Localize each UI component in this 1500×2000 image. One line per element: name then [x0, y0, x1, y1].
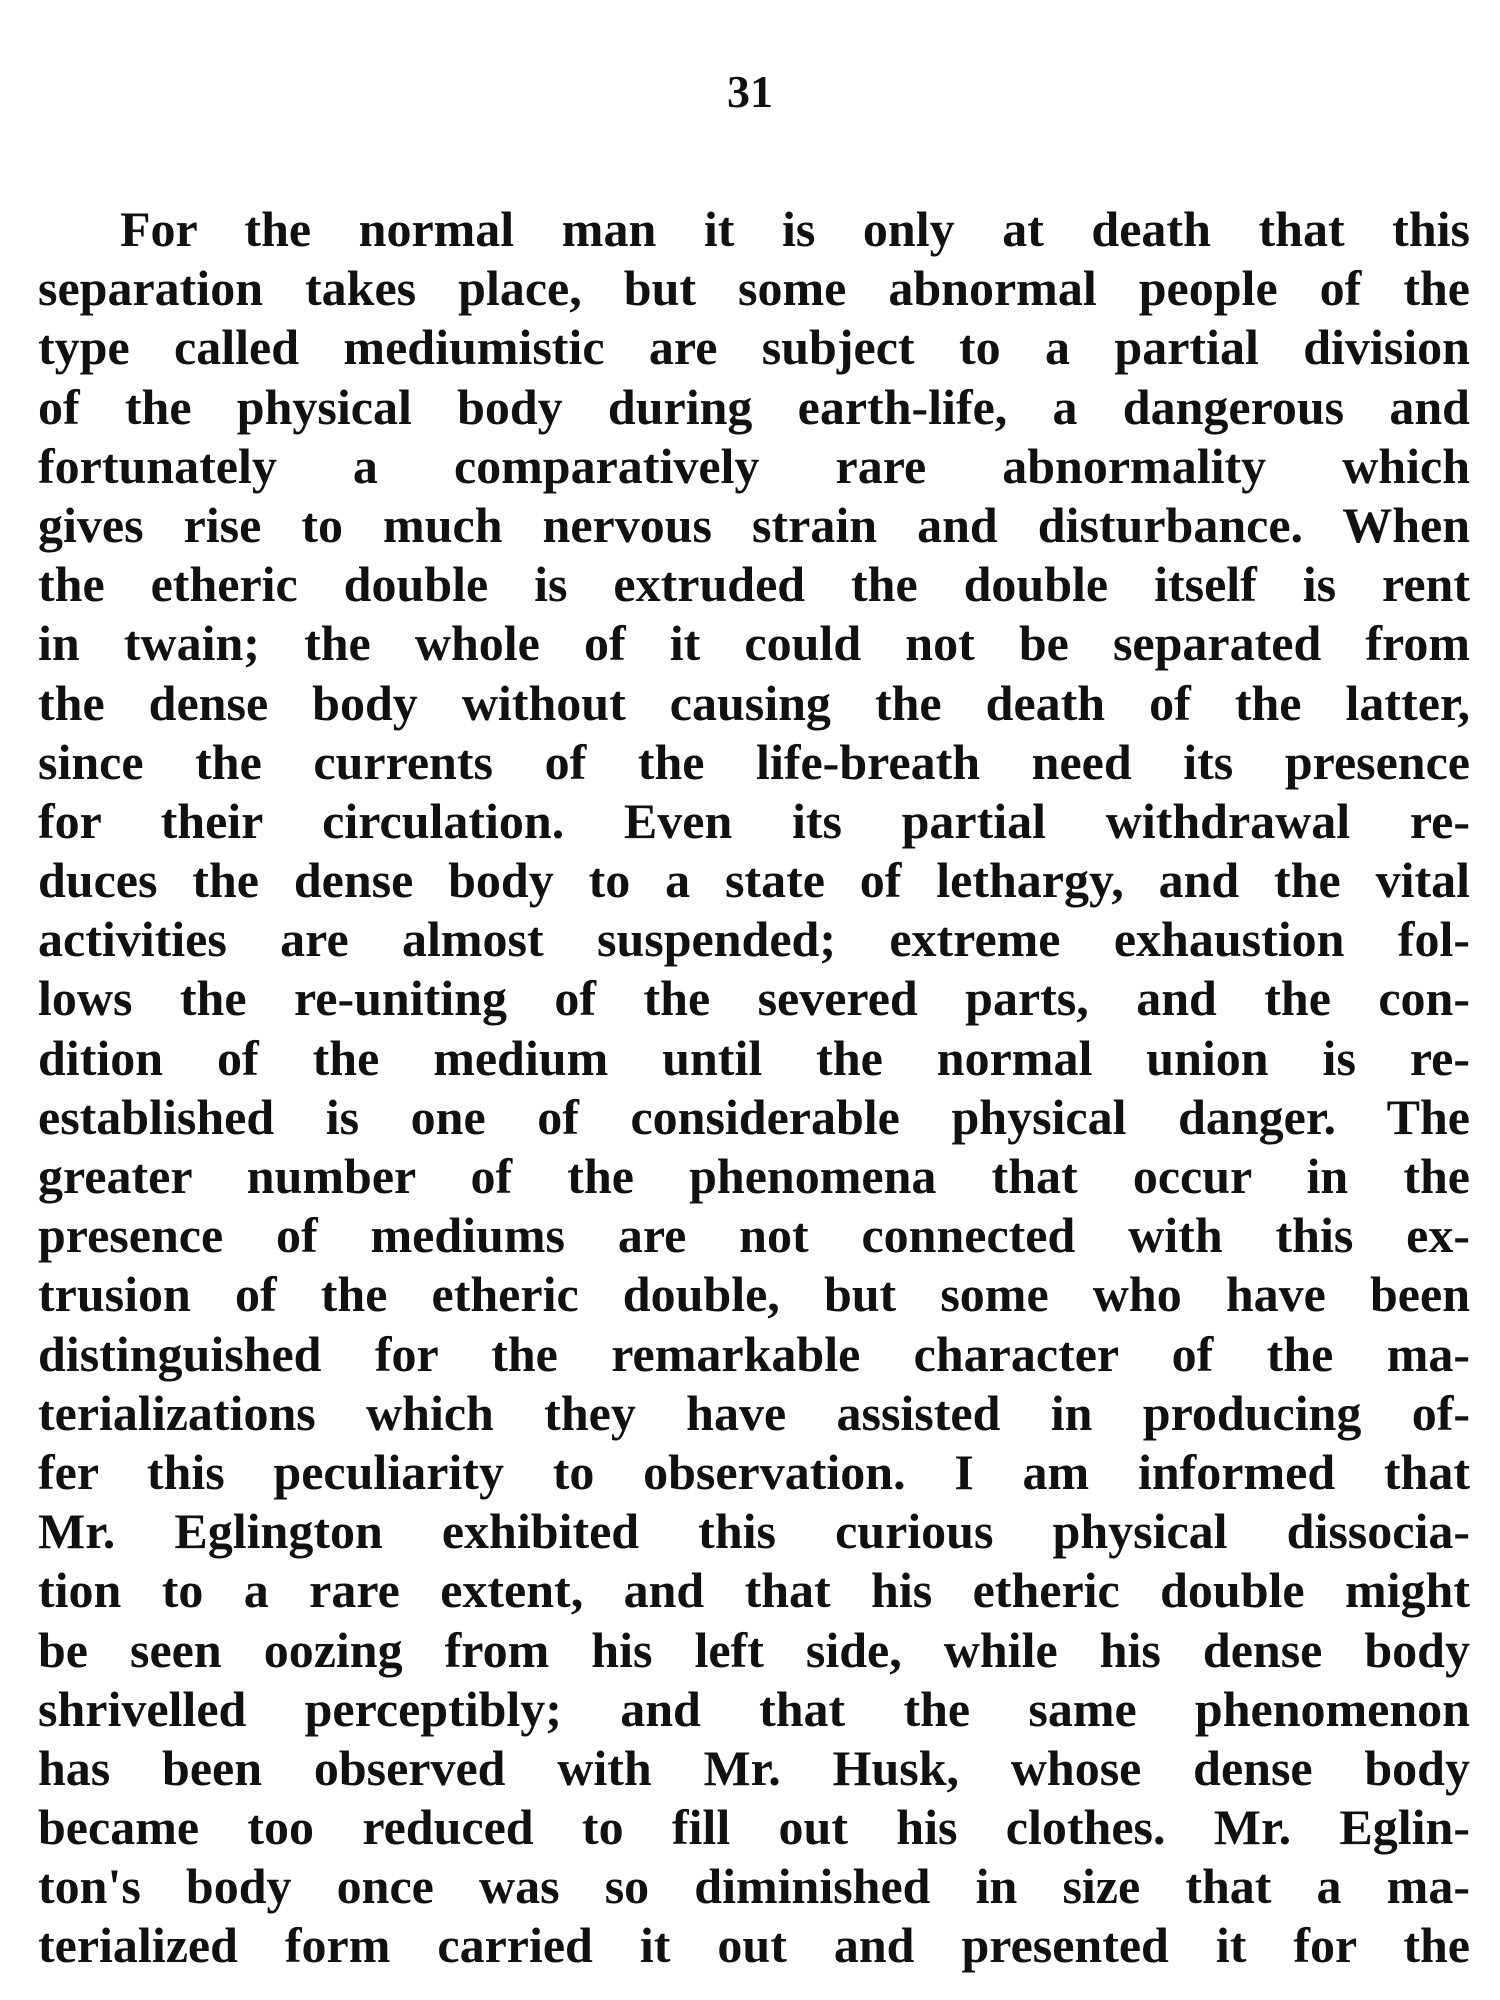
text-line: activities are almost suspended; extreme exhaustion fol-: [38, 911, 1470, 968]
text-line: shrivelled perceptibly; and that the same phenomenon: [38, 1680, 1470, 1737]
text-line: For the normal man it is only at death that this: [120, 201, 1470, 257]
text-line: presence of mediums are not connected with this ex-: [38, 1207, 1470, 1264]
text-line: trusion of the etheric double, but some who have been: [38, 1266, 1470, 1323]
text-line: terialized form carried it out and presented it for the: [38, 1917, 1470, 1974]
text-line: greater number of the phenomena that occur in the: [38, 1148, 1470, 1204]
text-line: of the physical body during earth-life, a dangerous and: [38, 378, 1470, 435]
text-line: duces the dense body to a state of lethargy, and the vital: [38, 852, 1470, 909]
text-line: gives rise to much nervous strain and disturbance. When: [38, 496, 1470, 553]
text-line: established is one of considerable physical danger. The: [38, 1088, 1470, 1145]
text-line: type called mediumistic are subject to a partial division: [38, 319, 1470, 376]
text-line: separation takes place, but some abnormal people of the: [38, 260, 1470, 317]
text-line: for their circulation. Even its partial withdrawal re-: [38, 792, 1470, 849]
text-line: in twain; the whole of it could not be separated from: [38, 615, 1470, 672]
text-line: be seen oozing from his left side, while his dense body: [38, 1621, 1470, 1678]
text-line: since the currents of the life-breath need its presence: [38, 733, 1470, 790]
text-line: the dense body without causing the death of the latter,: [38, 674, 1470, 731]
text-line: fer this peculiarity to observation. I am informed that: [38, 1443, 1470, 1500]
text-line: fortunately a comparatively rare abnormality which: [38, 437, 1470, 494]
text-line: the etheric double is extruded the double itself is rent: [38, 556, 1470, 613]
text-line: dition of the medium until the normal union is re-: [38, 1029, 1470, 1086]
body-paragraph: [38, 200, 1470, 1976]
text-line: lows the re-uniting of the severed parts, and the con-: [38, 970, 1470, 1027]
page-number: 31: [727, 66, 773, 117]
text-line: distinguished for the remarkable character of the ma-: [38, 1325, 1470, 1382]
text-line: tion to a rare extent, and that his etheric double might: [38, 1562, 1470, 1619]
text-line: became too reduced to fill out his clothes. Mr. Eglin-: [38, 1799, 1470, 1856]
text-line: ton's body once was so diminished in size that a ma-: [38, 1858, 1470, 1915]
text-line: Mr. Eglington exhibited this curious physical dissocia-: [38, 1503, 1470, 1560]
text-line: has been observed with Mr. Husk, whose dense body: [38, 1739, 1470, 1796]
text-line: terializations which they have assisted in producing of-: [38, 1384, 1470, 1441]
